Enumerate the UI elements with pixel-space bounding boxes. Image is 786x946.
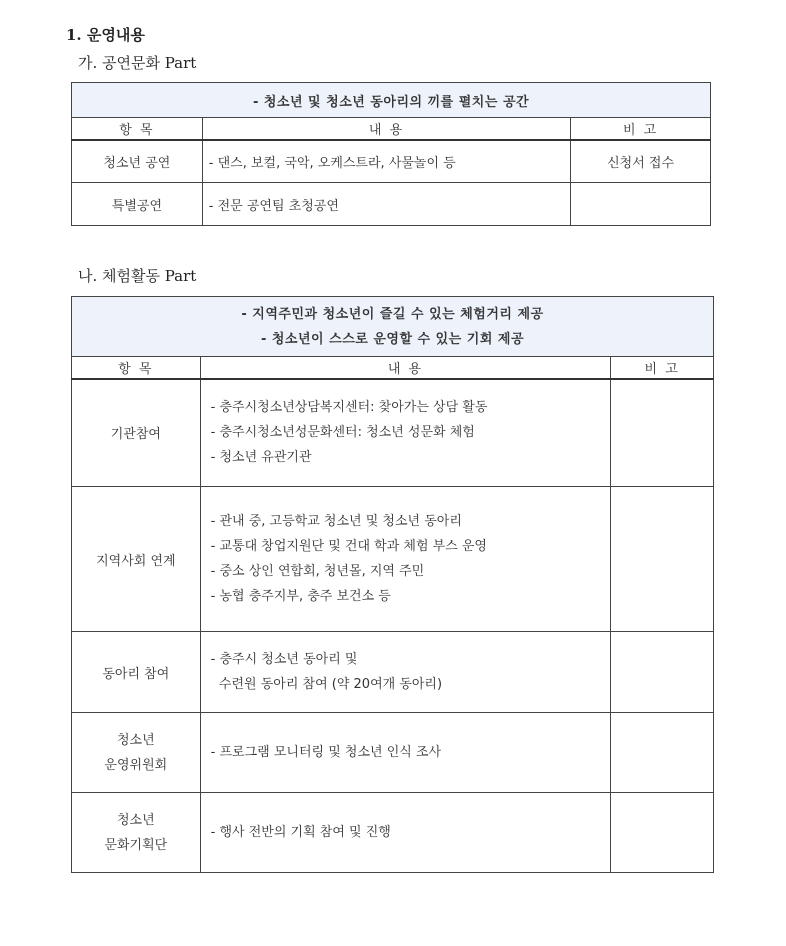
experience-table <box>71 296 714 873</box>
table-row <box>72 487 714 632</box>
content-line: - 관내 중, 고등학교 청소년 및 청소년 동아리 <box>210 514 462 529</box>
row-item-line: 청소년 <box>116 732 155 748</box>
row-item <box>72 487 201 632</box>
row-item-line: 동아리 참여 <box>102 666 170 682</box>
row-content <box>200 379 611 487</box>
content-line: - 농협 충주지부, 충주 보건소 등 <box>210 589 391 604</box>
content-line: 수련원 동아리 참여 (약 20여개 동아리) <box>210 677 443 692</box>
header-content: 내 용 <box>200 357 611 379</box>
row-item: 청소년 공연 <box>72 140 203 183</box>
row-note: 신청서 접수 <box>571 140 711 183</box>
row-content <box>200 632 611 713</box>
content-line: - 프로그램 모니터링 및 청소년 인식 조사 <box>210 745 442 760</box>
banner-line: - 지역주민과 청소년이 즐길 수 있는 체험거리 제공 <box>241 306 544 322</box>
row-item-line: 운영위원회 <box>104 757 168 773</box>
table-row <box>72 140 711 183</box>
content-line: - 교통대 창업지원단 및 건대 학과 체험 부스 운영 <box>210 539 487 554</box>
row-note <box>611 793 714 873</box>
row-item-line: 기관참여 <box>110 427 161 443</box>
experience-part-title: 나. 체험활동 Part <box>78 267 197 285</box>
row-item-line: 문화기획단 <box>104 837 168 853</box>
table-row <box>72 183 711 226</box>
performance-banner: - 청소년 및 청소년 동아리의 끼를 펼치는 공간 <box>72 83 711 118</box>
row-item <box>72 379 201 487</box>
content-line: - 충주시청소년성문화센터: 청소년 성문화 체험 <box>210 425 475 441</box>
row-note <box>611 487 714 632</box>
performance-table <box>71 82 711 226</box>
content-line: - 중소 상인 연합회, 청년몰, 지역 주민 <box>210 564 425 579</box>
row-item <box>72 632 201 713</box>
banner-line: - 청소년이 스스로 운영할 수 있는 기회 제공 <box>260 331 525 347</box>
row-item: 특별공연 <box>72 183 203 226</box>
row-item-line: 지역사회 연계 <box>96 553 176 569</box>
table-row <box>72 632 714 713</box>
content-line: - 충주시 청소년 동아리 및 <box>210 652 358 667</box>
section-title: 1. 운영내용 <box>66 26 145 44</box>
content-line: - 청소년 유관기관 <box>210 450 312 466</box>
row-note <box>611 632 714 713</box>
table-row <box>72 379 714 487</box>
row-item-line: 청소년 <box>116 812 155 828</box>
experience-banner <box>72 297 714 357</box>
header-item: 항 목 <box>72 118 203 140</box>
header-note: 비 고 <box>571 118 711 140</box>
row-note <box>611 379 714 487</box>
row-note <box>571 183 711 226</box>
content-line: - 행사 전반의 기획 참여 및 진행 <box>210 825 391 840</box>
row-content <box>200 793 611 873</box>
header-content: 내 용 <box>202 118 570 140</box>
row-content: - 전문 공연팀 초청공연 <box>202 183 570 226</box>
row-content: - 댄스, 보컬, 국악, 오케스트라, 사물놀이 등 <box>202 140 570 183</box>
row-content <box>200 487 611 632</box>
table-row <box>72 713 714 793</box>
row-item <box>72 793 201 873</box>
header-note: 비 고 <box>611 357 714 379</box>
row-item <box>72 713 201 793</box>
row-content <box>200 713 611 793</box>
header-item: 항 목 <box>72 357 201 379</box>
table-row <box>72 793 714 873</box>
performance-part-title: 가. 공연문화 Part <box>78 54 197 72</box>
row-note <box>611 713 714 793</box>
content-line: - 충주시청소년상담복지센터: 찾아가는 상담 활동 <box>210 400 488 416</box>
